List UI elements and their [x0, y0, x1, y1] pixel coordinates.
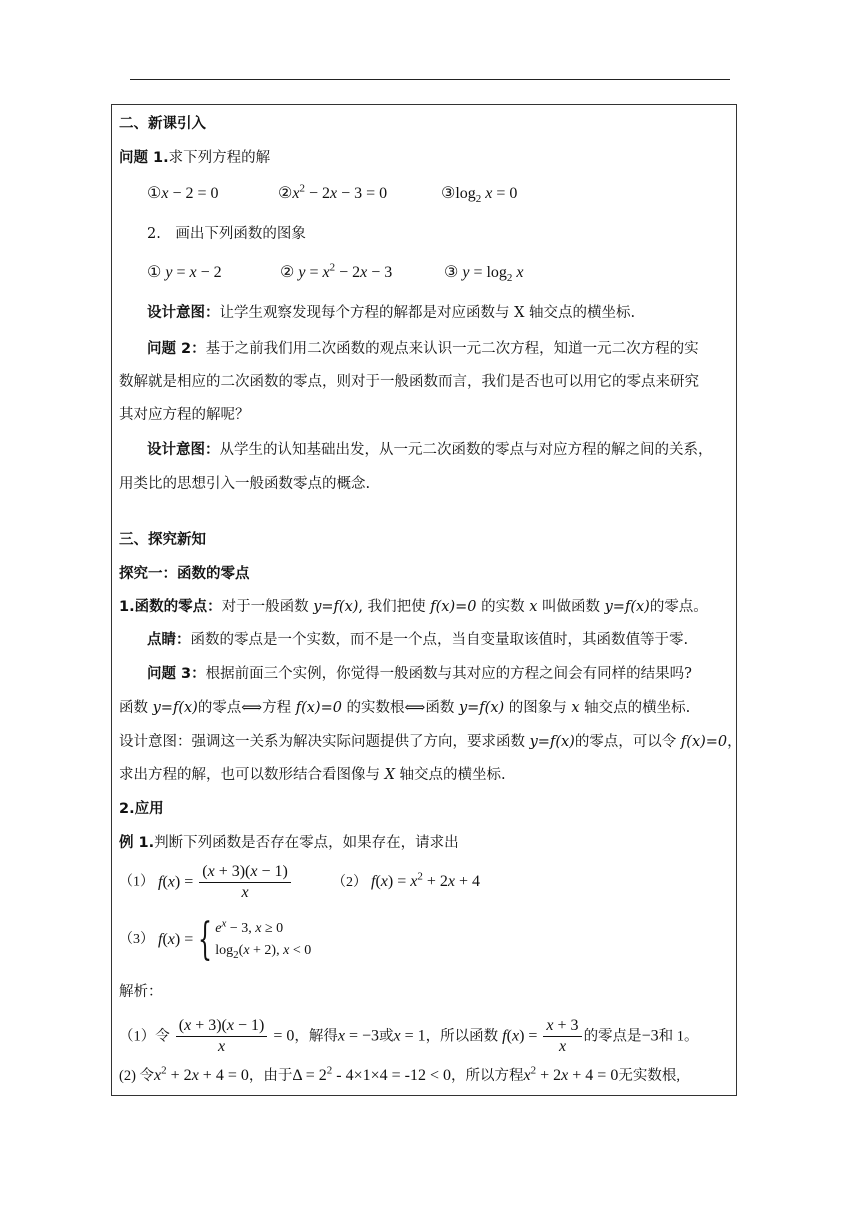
question-3: 问题 3：根据前面三个实例，你觉得一般函数与其对应的方程之间会有同样的结果吗? — [147, 666, 692, 682]
question-2-line-3: 其对应方程的解呢？ — [119, 407, 250, 423]
function-3: ③ $y = \log_2 x$ — [444, 264, 524, 285]
question-2-line-1: 问题 2：基于之前我们用二次函数的观点来认识一元二次方程，知道一元二次方程的实 — [147, 341, 699, 357]
design-intent-2-line-2: 用类比的思想引入一般函数零点的概念. — [119, 476, 371, 492]
equivalence-statement: 函数 y=f(x)的零点⟺方程 f(x)=0 的实数根⟺函数 y=f(x) 的图象与 x 轴交点的横坐标. — [119, 700, 691, 716]
header-rule — [130, 79, 730, 80]
solution-2: (2) 令$x^2 + 2x + 4 = 0$，由于$\Delta = 2^2 - 4\times 1\times 4 = -12 < 0$，所以方程$x^2 + 2x + 4 = 0$无实数根, — [119, 1064, 680, 1084]
design-intent-1: 设计意图：让学生观察发现每个方程的解都是对应函数与 X 轴交点的横坐标. — [147, 305, 636, 321]
solution-1: （1）令 $\frac{(x + 3)(x - 1)}{x}$ = 0，解得x = −3或x = 1，所以函数 f(x) = $\frac{x + 3}{x}$ 的零点是−3和 1。 — [119, 1017, 699, 1055]
application-heading: 2.应用 — [119, 801, 164, 817]
equation-2: $②x^2 - 2x - 3 = 0$ — [278, 182, 388, 202]
equation-1: ①x − 2 = 0 — [147, 185, 219, 202]
function-2: ② $y = x^2 - 2x - 3$ — [280, 261, 393, 281]
example-function-2: （2） $f(x) = x^2 + 2x + 4$ — [332, 870, 481, 890]
solution-label: 解析： — [119, 984, 163, 1000]
section-heading-2: 二、新课引入 — [119, 116, 206, 132]
example-function-3: （3） f(x) = { $e^x - 3$, x ≥ 0 $\log_2(x + 2)$, x < 0 — [119, 914, 312, 965]
question-2-line-2: 数解就是相应的二次函数的零点，则对于一般函数而言，我们是否也可以用它的零点来研究 — [119, 374, 699, 390]
question-1: 问题 1.求下列方程的解 — [119, 150, 271, 166]
explore-1-heading: 探究一：函数的零点 — [119, 566, 250, 582]
section-heading-3: 三、探究新知 — [119, 532, 206, 548]
design-intent-3-line-2: 求出方程的解，也可以数形结合看图像与 X 轴交点的横坐标. — [119, 767, 506, 783]
design-intent-2-line-1: 设计意图：从学生的认知基础出发，从一元二次函数的零点与对应方程的解之间的关系， — [147, 442, 713, 458]
function-1: ① y = x − 2 — [147, 264, 222, 281]
design-intent-3-line-1: 设计意图：强调这一关系为解决实际问题提供了方向，要求函数 y=f(x)的零点，可以令 f(x)=0， — [119, 734, 742, 750]
zero-point-definition: 1.函数的零点：对于一般函数 y=f(x), 我们把使 f(x)=0 的实数 x 叫做函数 y=f(x)的零点。 — [119, 599, 708, 615]
equation-3: $③\log_2$ x = 0 — [441, 185, 518, 206]
key-point-note: 点睛：函数的零点是一个实数，而不是一个点，当自变量取该值时，其函数值等于零. — [147, 632, 689, 648]
example-1: 例 1.判断下列函数是否存在零点，如果存在，请求出 — [119, 835, 459, 851]
example-function-1: （1） f(x) = $\frac{(x + 3)(x - 1)}{x}$ — [119, 862, 293, 903]
question-1-part-2: 2. 画出下列函数的图象 — [147, 226, 306, 242]
